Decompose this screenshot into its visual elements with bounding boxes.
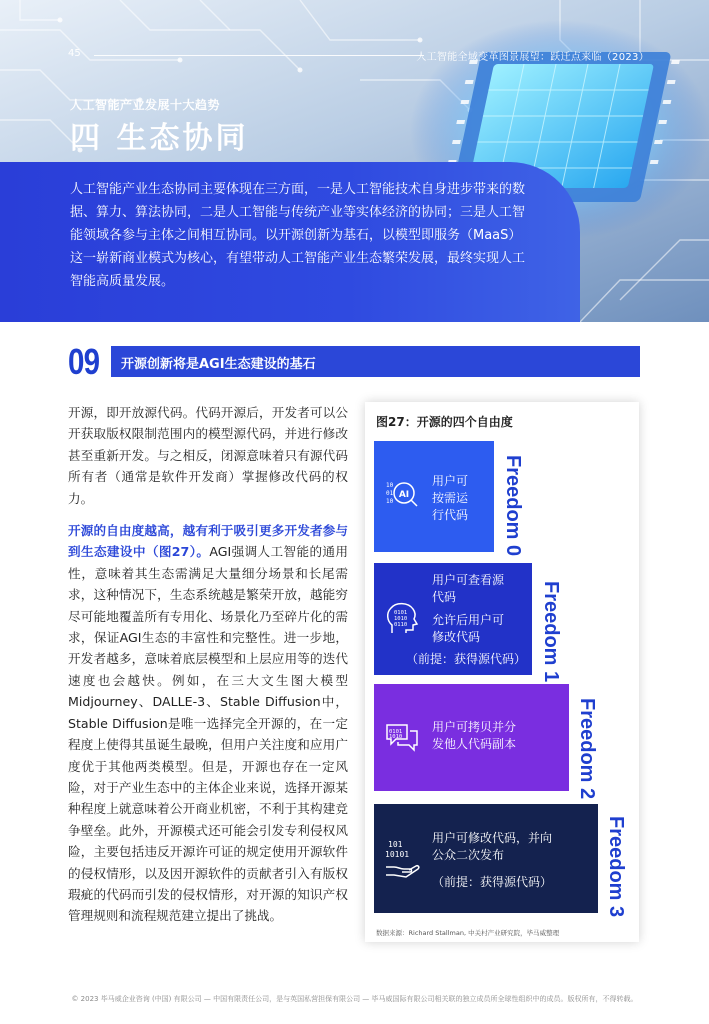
freedom-1-label: Freedom 1 — [540, 581, 562, 683]
svg-text:10: 10 — [386, 497, 394, 505]
freedom-0-desc-1: 用户可 — [432, 474, 469, 488]
freedom-1-card — [374, 563, 562, 683]
body-text — [68, 402, 348, 938]
freedom-3-card — [374, 804, 627, 918]
freedom-3-desc-2: 公众二次发布 — [432, 848, 505, 862]
freedom-1-desc-3: 允许后用户可 — [432, 613, 505, 627]
freedom-0-desc-3: 行代码 — [432, 508, 469, 522]
copyright-footer: © 2023 毕马威企业咨询 (中国) 有限公司 — 中国有限责任公司，是与英国私营担保有限公司 — 毕马威国际有限公司相关联的独立成员所全球性组织中的成员。版权所有，不得转载。 — [71, 995, 638, 1003]
svg-text:101: 101 — [388, 839, 403, 849]
paragraph: 开源，即开放源代码。代码开源后，开发者可以公开获取版权限制范围内的模型源代码，并进行修改甚至重新开发。与之相反，闭源意味着只有源代码所有者（通常是软件开发商）掌握修改代码的权力。 — [68, 405, 348, 506]
chapter-title: 四 生态协同 — [70, 121, 249, 156]
page-number: 45 — [68, 48, 81, 59]
paragraph-text: AGI强调人工智能的通用性，意味着其生态需满足大量细分场景和长尾需求，这种情况下，生态系统越是繁荣开放，越能穷尽可能地覆盖所有专用化、场景化乃至碎片化的需求，保证AGI生态的丰富性和完整性。进一步地，开发者越多，意味着底层模型和上层应用等的迭代速度也会越快。例如，在三大文生图大模型Midjourney、DALLE-3、Stable Diffusion中，Stable Diffusion是唯一选择完全开源的，在一定程度上使得其虽诞生最晚，但用户关注度和应用广度优于其他两类模型。但是，开源也存在一定风险，对于产业生态中的主体企业来说，选择开源某种程度上就意味着公开商业机密，不利于其构建竞争壁垒。此外，开源模式还可能会引发专利侵权风险，主要包括违反开源许可证的规定使用开源软件的侵权情形，以及因开源软件的贡献者引入有版权瑕疵的代码而引发的侵权情形，对开源的知识产权管理规则和流程规范建立提出了挑战。 — [68, 544, 348, 924]
svg-text:01: 01 — [386, 489, 394, 497]
section-title: 开源创新将是AGI生态建设的基石 — [121, 357, 316, 372]
freedom-0-desc-2: 按需运 — [432, 491, 469, 505]
svg-text:10101: 10101 — [385, 849, 410, 859]
freedom-3-note: （前提：获得源代码） — [432, 875, 553, 889]
running-title: 人工智能全域变革图景展望：跃迁点来临（2023） — [416, 52, 649, 63]
hero-banner — [0, 0, 709, 322]
figure-title: 图27：开源的四个自由度 — [376, 415, 513, 429]
freedom-1-desc-2: 代码 — [432, 590, 457, 604]
freedom-2-card — [374, 684, 598, 800]
svg-text:0101: 0101 — [389, 728, 403, 735]
svg-text:10: 10 — [386, 481, 394, 489]
svg-text:0101: 0101 — [394, 610, 408, 616]
freedom-2-label: Freedom 2 — [576, 698, 598, 800]
figure-27 — [365, 402, 639, 942]
freedom-1-desc-4: 修改代码 — [432, 630, 481, 644]
freedom-1-desc-1: 用户可查看源 — [432, 573, 505, 587]
svg-text:1010: 1010 — [389, 733, 403, 740]
figure-source: 数据来源：Richard Stallman, 中关村产业研究院，毕马威整理 — [376, 929, 560, 937]
highlight-text: 开源的自由度越高，越有利于吸引更多开发者参与到生态建设中（图27）。 — [68, 523, 348, 560]
freedom-2-desc-1: 用户可拷贝并分 — [432, 720, 517, 734]
freedom-3-label: Freedom 3 — [605, 816, 627, 918]
freedom-3-desc-1: 用户可修改代码，并向 — [432, 831, 553, 845]
chapter-intro: 人工智能产业生态协同主要体现在三方面，一是人工智能技术自身进步带来的数据、算力、算法协同，二是人工智能与传统产业等实体经济的协同；三是人工智能领域各参与主体之间相互协同。以开源创新为基石，以模型即服务（MaaS）这一崭新商业模式为核心，有望带动人工智能产业生态繁荣发展，最终实现人工智能高质量发展。 — [70, 182, 526, 289]
brain-binary-icon — [384, 599, 420, 639]
section-number: 09 — [68, 341, 100, 382]
freedom-0-label: Freedom 0 — [502, 455, 524, 557]
svg-text:AI: AI — [398, 489, 410, 500]
svg-text:1010: 1010 — [394, 616, 408, 622]
svg-text:0110: 0110 — [394, 622, 408, 628]
freedom-2-desc-2: 发他人代码副本 — [432, 737, 517, 751]
hand-binary-icon — [384, 839, 422, 879]
header-rule — [94, 55, 424, 56]
paragraph — [68, 520, 348, 927]
ai-code-icon — [384, 477, 420, 517]
chapter-kicker: 人工智能产业发展十大趋势 — [70, 98, 221, 112]
freedom-1-note: （前提：获得源代码） — [406, 652, 527, 666]
freedom-0-card — [374, 441, 524, 557]
chat-binary-icon — [384, 721, 420, 755]
